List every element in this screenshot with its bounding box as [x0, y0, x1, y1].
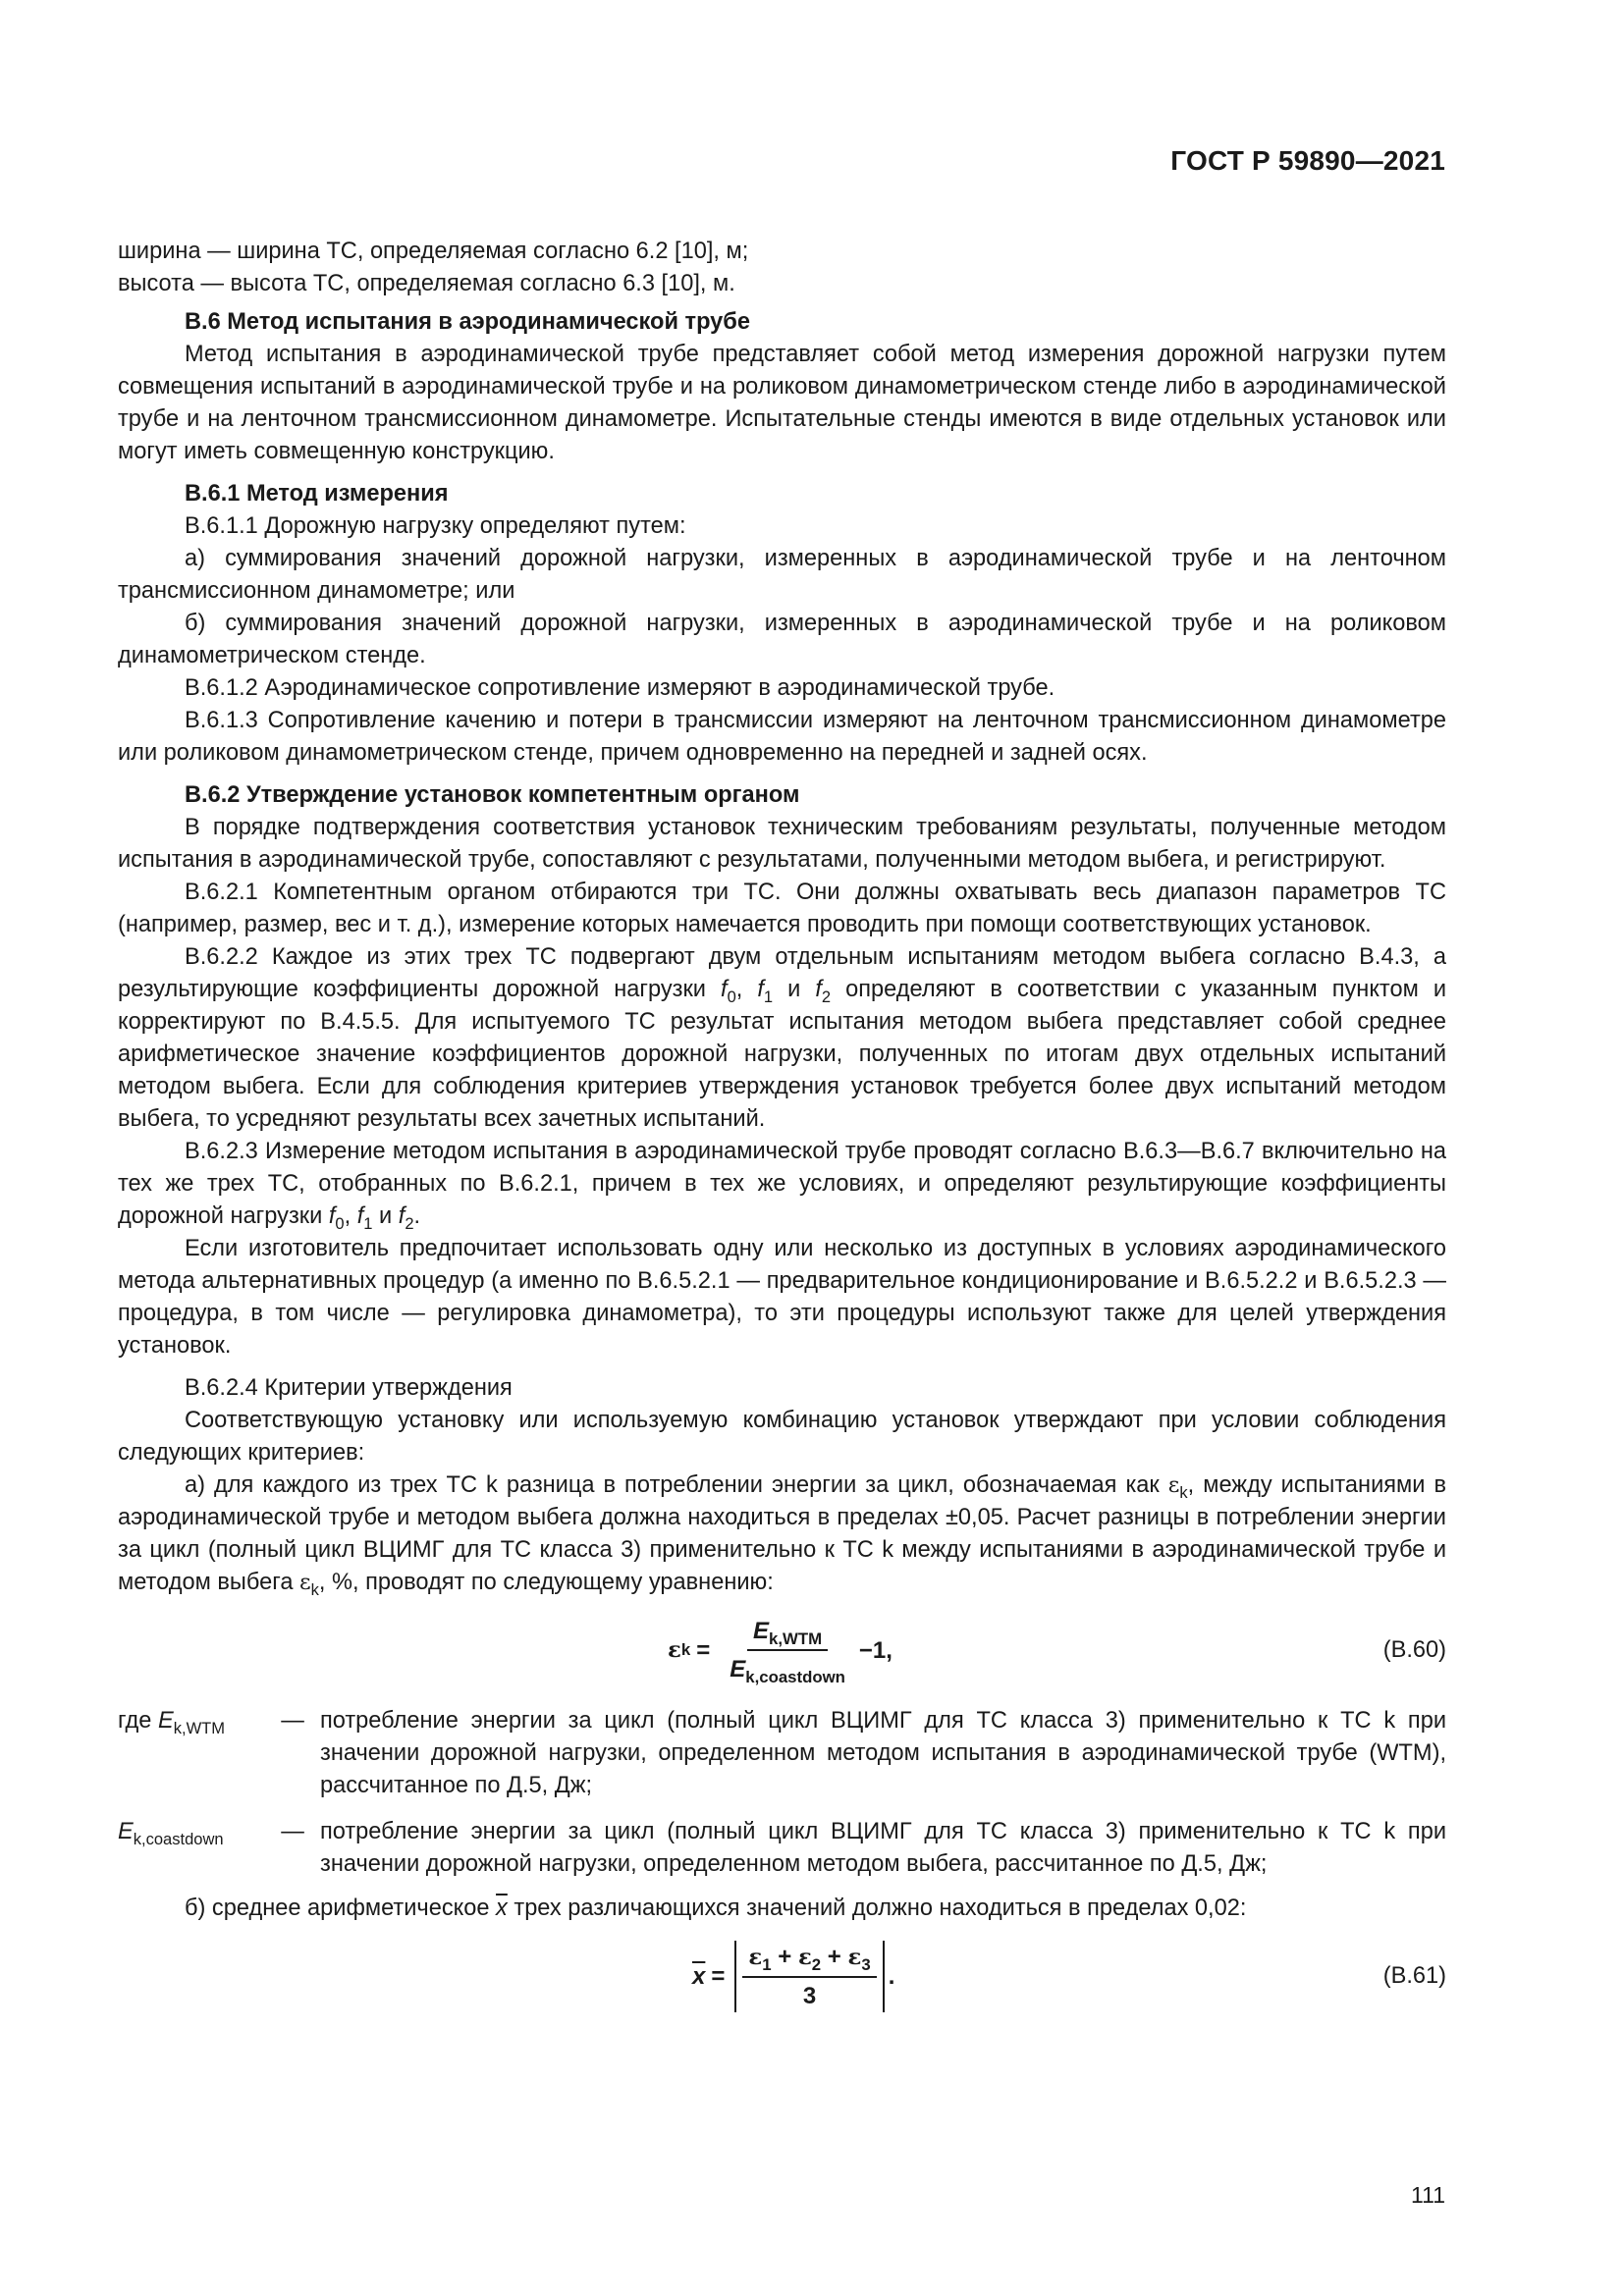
list-item-a: а) суммирования значений дорожной нагрузки, измеренных в аэродинамической трубе и на ленточном трансмиссионном динамометре; или	[118, 546, 1446, 604]
paragraph-b612: В.6.1.2 Аэродинамическое сопротивление измеряют в аэродинамической трубе.	[185, 675, 1055, 701]
criterion-b: б) среднее арифметическое $\overline{x}$ трех различающихся значений должно находиться в пределах 0,02:	[185, 1896, 1247, 1921]
equation-b61-formula: $\overline{x}$ = $\frac{\varepsilon_1 + \varepsilon_2 + \varepsilon_3}{3}$ .	[692, 1931, 894, 2021]
section-b62-intro: В порядке подтверждения соответствия установок техническим требованиям результаты, полученные методом испытания в аэродинамической трубе, сопоставляют с результатами, полученными методом выбега, и регистрируют.	[118, 815, 1446, 873]
paragraph-b613: В.6.1.3 Сопротивление качению и потери в трансмиссии измеряют на ленточном трансмиссионном динамометре или роликовом динамометрическом стенде, причем одновременно на передней и задней осях.	[118, 708, 1446, 766]
section-b61-title: В.6.1 Метод измерения	[185, 481, 449, 507]
paragraph-b623: В.6.2.3 Измерение методом испытания в аэродинамической трубе проводят согласно В.6.3—В.6.7 включительно на тех же трех ТС, отобранных по В.6.2.1, причем в тех же условиях, и определяют результирующие коэффициенты дорожной нагрузки $f_0$, $f_1$ и $f_2$.	[118, 1139, 1446, 1233]
definition-term-wtm: где $E_{k,WTM}$	[118, 1708, 226, 1737]
criterion-a: а) для каждого из трех ТС k разница в потреблении энергии за цикл, обозначаемая как $\varepsilon_k$, между испытаниями в аэродинамической трубе и методом выбега должна находиться в пределах ±0,05. Расчет разницы в потреблении энергии за цикл (полный цикл ВЦИМГ для ТС класса 3) применительно к ТС k между испытаниями в аэродинамической трубе и методом выбега $\varepsilon_k$, %, проводят по следующему уравнению:	[118, 1472, 1446, 1599]
equation-b60-formula: ε k = $\frac{E_{k,WTM}}{E_{k,coastdown}}$ −1,	[668, 1605, 893, 1695]
paragraph-b621: В.6.2.1 Компетентным органом отбираются три ТС. Они должны охватывать весь диапазон параметров ТС (например, размер, вес и т. д.), измерение которых намечается проводить при помощи соответствующих установок.	[118, 880, 1446, 937]
section-b62-title: В.6.2 Утверждение установок компетентным органом	[185, 782, 800, 808]
definition-text-coastdown: потребление энергии за цикл (полный цикл ВЦИМГ для ТС класса 3) применительно к ТС k при значении дорожной нагрузки, определенном методом выбега, рассчитанное по Д.5, Дж;	[320, 1819, 1446, 1877]
equation-b61-absolute: $\frac{\varepsilon_1 + \varepsilon_2 + \varepsilon_3}{3}$	[734, 1941, 884, 2012]
equation-b61	[118, 1931, 1446, 2021]
page-body	[118, 236, 1446, 2027]
equation-b60	[118, 1605, 1446, 1695]
width-definition: ширина — ширина ТС, определяемая согласно 6.2 [10], м;	[118, 239, 749, 264]
list-item-b: б) суммирования значений дорожной нагрузки, измеренных в аэродинамической трубе и на роликовом динамометрическом стенде.	[118, 611, 1446, 668]
definition-term-coastdown: $E_{k,coastdown}$	[118, 1819, 224, 1848]
paragraph-criteria-intro: Соответствующую установку или используемую комбинацию установок утверждают при условии соблюдения следующих критериев:	[118, 1408, 1446, 1466]
paragraph-b611: В.6.1.1 Дорожную нагрузку определяют путем:	[185, 513, 686, 539]
paragraph-b624: В.6.2.4 Критерии утверждения	[185, 1375, 513, 1401]
definition-text-wtm: потребление энергии за цикл (полный цикл ВЦИМГ для ТС класса 3) применительно к ТС k при значении дорожной нагрузки, определенном методом испытания в аэродинамической трубе (WTM), рассчитанное по Д.5, Дж;	[320, 1708, 1446, 1798]
page-number: 111	[1411, 2182, 1445, 2208]
paragraph-alternative-procedures: Если изготовитель предпочитает использовать одну или несколько из доступных в условиях аэродинамического метода альтернативных процедур (а именно по В.6.5.2.1 — предварительное кондиционирование и В.6.5.2.2 и В.6.5.2.3 — процедура, в том числе — регулировка динамометра), то эти процедуры используют также для целей утверждения установок.	[118, 1236, 1446, 1359]
height-definition: высота — высота ТС, определяемая согласно 6.3 [10], м.	[118, 271, 735, 296]
symbol-definitions: где $E_{k,WTM}$ — потребление энергии за цикл (полный цикл ВЦИМГ для ТС класса 3) применительно к ТС k при значении дорожной нагрузки, определенном методом испытания в аэродинамической трубе (WTM), рассчитанное по Д.5, Дж; $E_{k,coastdown}$ — потребление энергии за цикл (полный цикл ВЦИМГ для ТС класса 3) применительно к ТС k при значении дорожной нагрузки, определенном методом выбега, рассчитанное по Д.5, Дж;	[118, 1705, 1446, 1881]
equation-b60-number: (В.60)	[1382, 1636, 1446, 1663]
paragraph-b622: В.6.2.2 Каждое из этих трех ТС подвергают двум отдельным испытаниям методом выбега согласно В.4.3, а результирующие коэффициенты дорожной нагрузки $f_0$, $f_1$ и $f_2$ определяют в соответствии с указанным пунктом и корректируют по В.4.5.5. Для испытуемого ТС результат испытания методом выбега представляет собой среднее арифметическое значение коэффициентов дорожной нагрузки, полученных по итогам двух отдельных испытаний методом выбега. Если для соблюдения критериев утверждения установок требуется более двух испытаний методом выбега, то усредняют результаты всех зачетных испытаний.	[118, 944, 1446, 1132]
equation-b60-fraction: $\frac{E_{k,WTM}}{E_{k,coastdown}}$	[724, 1615, 851, 1685]
standard-designation: ГОСТ Р 59890—2021	[1170, 145, 1445, 176]
section-b6-text: Метод испытания в аэродинамической трубе представляет собой метод измерения дорожной нагрузки путем совмещения испытаний в аэродинамической трубе и на роликовом динамометрическом стенде либо в аэродинамической трубе и на ленточном трансмиссионном динамометре. Испытательные стенды имеются в виде отдельных установок или могут иметь совмещенную конструкцию.	[118, 342, 1446, 464]
equation-b61-number: (В.61)	[1382, 1962, 1446, 1989]
section-b6-title: В.6 Метод испытания в аэродинамической трубе	[185, 309, 750, 335]
